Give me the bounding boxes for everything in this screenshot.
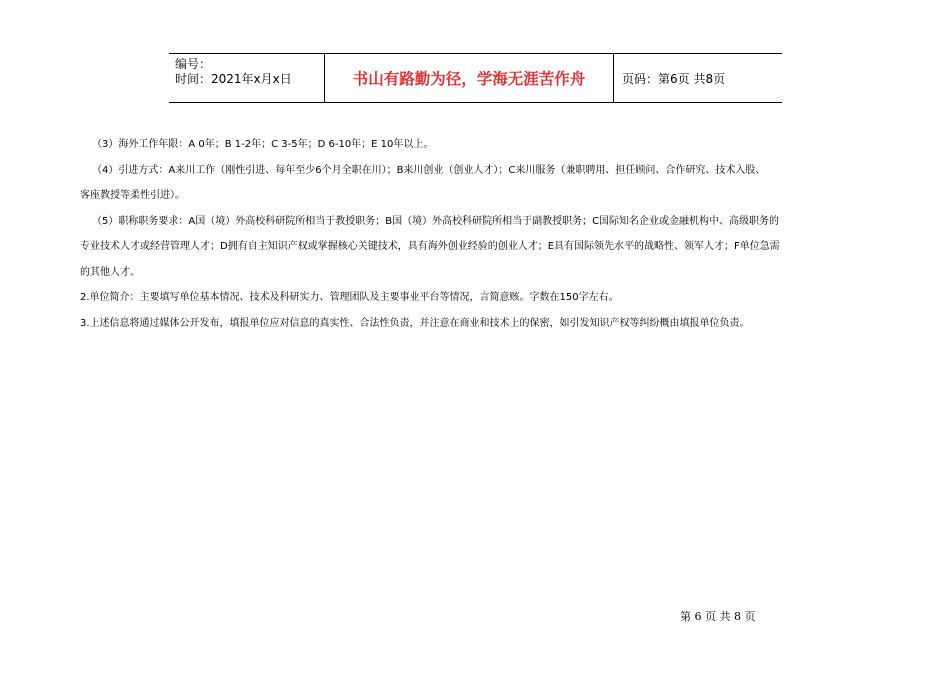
motto-text: 书山有路勤为径，学海无涯苦作舟	[352, 70, 586, 88]
header-page-cell	[614, 54, 782, 102]
header-left-cell	[169, 54, 324, 102]
paragraph-overseas-years: （3）海外工作年限：A 0年；B 1-2年；C 3-5年；D 6-10年；E 10年以上。	[92, 139, 434, 150]
doc-number-label: 编号：	[175, 57, 212, 71]
paragraph-title-req-line2: 专业技术人才或经营管理人才；D拥有自主知识产权或掌握核心关键技术，具有海外创业经验的创业人才；E具有国际领先水平的战略性、领军人才；F单位急需	[80, 241, 780, 252]
header-motto-cell	[324, 54, 614, 102]
paragraph-intro-method-line1: （4）引进方式：A来川工作（刚性引进、每年至少6个月全职在川）；B来川创业（创业人才）；C来川服务（兼职聘用、担任顾问、合作研究、技术入股、	[92, 164, 766, 176]
paragraph-disclosure: 3.上述信息将通过媒体公开发布，填报单位应对信息的真实性、合法性负责，并注意在商业和技术上的保密，如引发知识产权等纠纷概由填报单位负责。	[80, 317, 750, 329]
document-body	[80, 132, 880, 336]
paragraph-unit-intro: 2.单位简介：主要填写单位基本情况、技术及科研实力、管理团队及主要事业平台等情况，言简意赅。字数在150字左右。	[80, 292, 619, 303]
paragraph-title-req-line1: （5）职称职务要求：A国（境）外高校科研院所相当于教授职务；B国（境）外高校科研院所相当于副教授职务；C国际知名企业或金融机构中、高级职务的	[92, 215, 780, 227]
page-info: 页码：第6页 共8页	[622, 71, 726, 86]
paragraph-intro-method-line2: 客座教授等柔性引进）。	[80, 190, 185, 201]
page-footer: 第 6 页 共 8 页	[680, 610, 756, 623]
paragraph-title-req-line3: 的其他人才。	[80, 266, 140, 278]
document-header	[169, 53, 782, 103]
date-line: 时间：2021年x月x日	[175, 72, 292, 86]
